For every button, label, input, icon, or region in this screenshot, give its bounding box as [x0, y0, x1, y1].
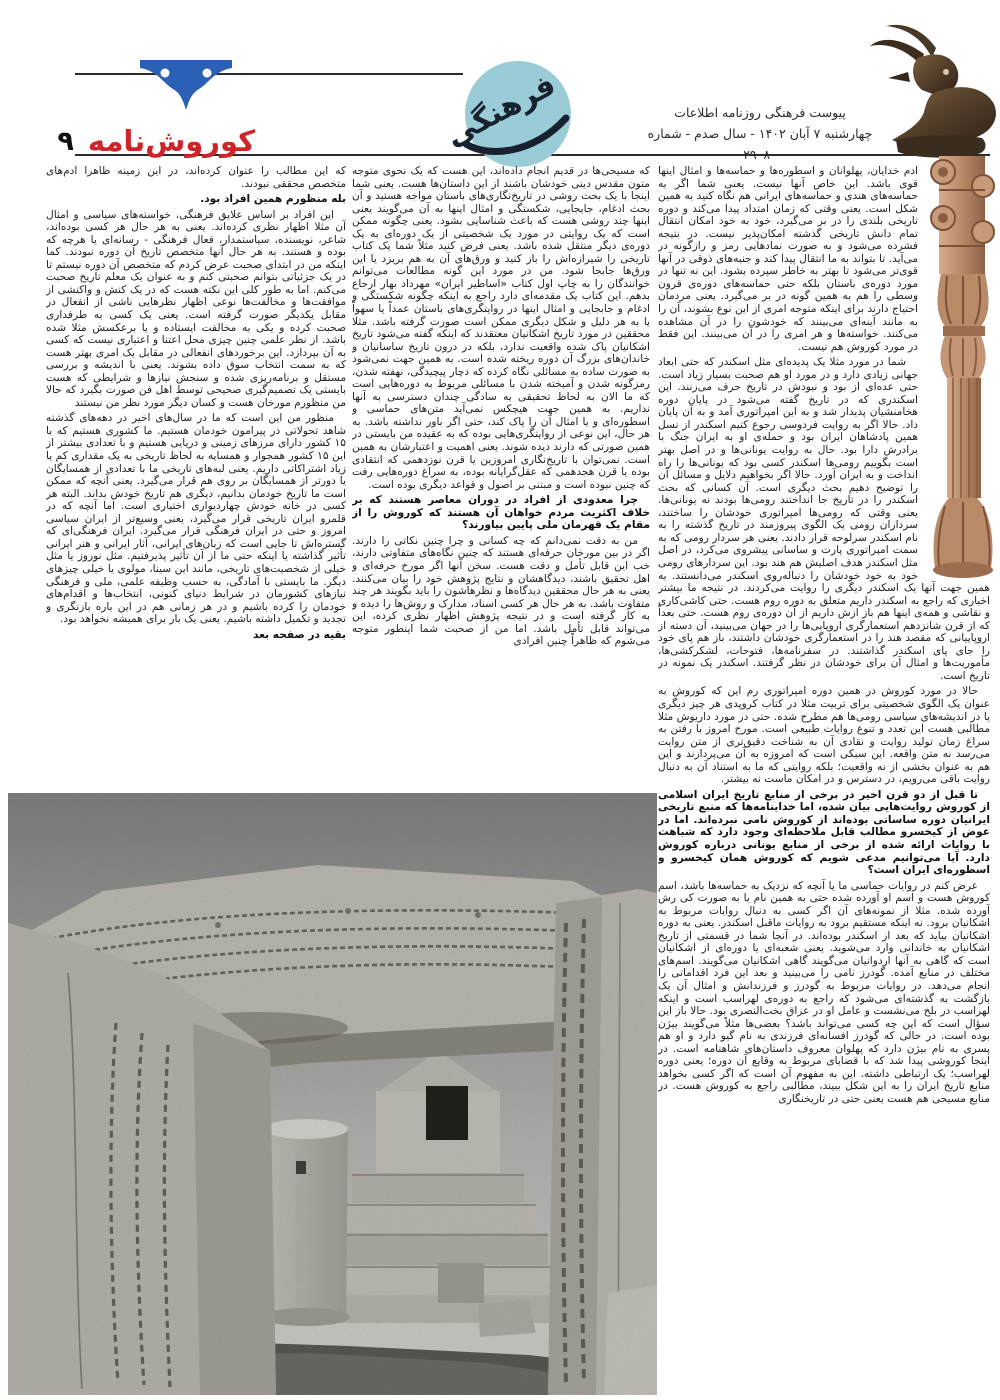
column-artifact-spacer	[918, 165, 990, 581]
article-paragraph: آدم خدایان، پهلوانان و اسطوره‌ها و حماسه‌ها و امثال اینها قوی باشد. این خاص آنها نیست. یعنی شما اگر به حماسه‌های هندی و حماسه‌های ایرانی هم نگاه کنید به همین شکل است. یعنی وقتی که زمان امتداد پیدا می‌کند و دوره تاریخی بلندی را در بر می‌گیرد، خود به خود امکان انتقال تمام دانش تاریخی گذشته امکان‌پذیر نیست. در نتیجه فشرده می‌شود و به صورت نمادهایی رمز و رازگونه در می‌آید. تا بتواند به ما انتقال پیدا کند و جنبه‌های ذوقی در آنها قوی‌تر می‌شود تا بهتر به خاطر سپرده بشود. این نه تنها در مورد دوره‌ی باستان بلکه حتی حماسه‌های دوره‌ی قرون وسطی را هم به همین گونه در بر می‌گیرد. یعنی مردمان احتیاج دارند برای اینکه متوجه امری از این نوع بشوند، آن را به مانند آینه‌ای می‌بینند که خودشون را در آن مشاهده می‌کنند. خواسته‌ها و هر امری را در آن می‌بینند. این فقط در مورد کوروش هم نیست.	[658, 165, 918, 353]
bull-statue-image	[862, 20, 1000, 162]
article-paragraph: که مسیحی‌ها در قدیم انجام داده‌اند، این هست که یک نحوی متوجه متون مقدس دینی خودشان باشند از این داستان‌ها هست. یعنی شما اینجا با یک بحث روشی در تاریخ‌نگاری‌های باستان مواجه هستید و آن بحث ادغام، جابجایی، شکستگی و امثال اینها به آن می‌گویند یعنی اینها چند روشی هست که باعث شناسایی بشود. یعنی چگونه ممکن است که یک روایتی در مورد یک شخصیتی از یک دوره‌ای به یک دوره‌ی دیگر منتقل شده باشد. یعنی فرض کنید مثلاً شما یک کتاب تاریخی را شیرازه‌اش را باز کنید و ورق‌های آن به هم بریزد یا این ورق‌ها جابجا شود. من در مورد این گونه مطالعات می‌توانم خوانندگان را به چاپ اول کتاب «اساطیر ایران» مهرداد بهار ارجاع بدهم. این کتاب یک مقدمه‌ای دارد راجع به اینکه چگونه شکستگی و ادغام و جابجایی و امثال اینها در روایتگری‌های باستان عمداً یا سهواً یا به هر دلیل و شکل دیگری ممکن است صورت گرفته باشد. مثلا محققین در مورد تاریخ اشکانیان معتقدند که اینکه گفته می‌شود تاریخ اشکانیان پاک شده واقعیت ندارد، بلکه در درون تاریخ ساسانیان و خاندان‌های بزرگ آن دوره ریخته شده است. به همین جهت نمی‌شود به صورت ساده به مسائلی نگاه کرده که دچار پیچیدگی، نهفته شدن، رمزگونه شدن و آمیخته شدن با مسائلی مربوط به دوره‌هایی است که ما الان به لحاظ تحقیقی به سادگی چندان دسترسی به آنها نداریم. به همین جهت هیچکس نمی‌آید متن‌های حماسی و اسطوره‌ای و یا امثال آن را پاک کند، حتی اگر باور نداشته باشد. به هر حال، این نوعی از روایتگری‌هایی بوده که به عقیده من بایستی در همین صورتی که دارند دیده شوند. یعنی اهمیت و اعتبارشان به همین است. نمی‌توان با تاریخ‌نگاری امروزین یا قرن نوزدهمی که انتقادی بوده یا قرن هجدهمی که عقل‌گرایانه بوده، به سراغ دوره‌هایی رفت که چنین نبوده است و مبتنی بر اصول و قواعد دیگری بوده است.	[352, 165, 650, 491]
farhangi-logo	[439, 66, 586, 166]
section-header	[57, 100, 255, 158]
section-title: کوروش‌نامه	[87, 124, 255, 158]
article-column-left	[46, 165, 346, 791]
article-paragraph: که این مطالب را عنوان کرده‌اند، در این زمینه ظاهراً آدم‌های متخصص محققی نبودند.	[46, 165, 346, 190]
article-paragraph: منظور من این است که ما در سال‌های اخیر در دهه‌های گذشته شاهد تحولاتی در پیرامون خودمان هستیم. ما کشوری هستیم که با ۱۵ کشور دارای مرزهای زمینی و دریایی هستیم و با تعدادی بیشتر از این ۱۵ کشور همجوار و همسایه به لحاظ تاریخی به یک مقداری کم یا زیاد اشتراکاتی داریم. یعنی لبه‌های تاریخی ما با تعدادی از همسایگان یا دورتر از همسایگان بر روی هم قرار می‌گیرد. یعنی آنچه که ممکن است ما تاریخ خودمان بدانیم، دیگری هم تاریخ خودش بداند. البته هر کسی در خانه خودش چهاردیواری اختیاری است. اما آنچه که در قلمرو ایران تاریخی قرار می‌گیرد، یعنی وسیع‌تر از ایران سیاسی امروز و حتی در ایران فرهنگی قرار می‌گیرد. ایران فرهنگی‌ای که گستره‌اش تا جایی است که زبان‌های ایرانی، آثار ایرانی و هنر ایرانی تأثیر گذاشته یا اینکه حتی ما از آن تأثیر پذیرفتیم. مثل نوروز یا مثل خیلی از شخصیت‌های تاریخی، مانند ابن سینا، مولوی یا خیلی چیزهای دیگر. ما بایستی با آمادگی، به حسب وظیفه علمی، ملی و فرهنگی نیازهای کشورمان در شرایط دنیای کنونی، انتخاب‌ها و اقدام‌های خودمان را کرده باشیم و در هر زمانی هم در این باره بازنگری و تجدید و تکمیل داشته باشیم. یعنی یک بار برای همیشه نخواهد بود.	[46, 412, 346, 626]
article-paragraph: این افراد بر اساس علایق فرهنگی، خواسته‌های سیاسی و امثال آن مثلا اظهار نظری کرده‌اند. یعنی به هر حال هر کسی بوده‌اند، شاعر، نویسنده، سیاستمدار، فعال فرهنگی - رسانه‌ای یا هرچه که بوده و هستند. به هر حال آنها متخصص تاریخ آن دوره نبودند. کما اینکه من در ابتدای صحبت عرض کردم که متخصص آن دوره نیستم تا در یک جزئیاتی بتوانم صحبتی کنم و به عنوان یک معلم تاریخ صحبت می‌کنم. اما به طور کلی این نکته هست که در یک کنش و واکنشی از موافقت‌ها و مخالفت‌ها نوعی اظهار نظرهایی ناشی از انفعال در مقابل یکدیگر صورت گرفته است. یعنی یک کسی به طرفداری صحبت کرده و یکی به مخالفت ایستاده و یا برعکسش مثلا شده باشد. از نظر علمی چنین چیزی محل اعتنا و اعتباری نیست که کسی به آن بپردازد. این برخوردهای انفعالی در مقابل یک امری بهتر هست که به سمت انتخاب سوق داده بشوند. یعنی با اندیشه و بررسی مستقل و برنامه‌ریزی شده و سنجش نیازها و شرایطی که هست بایستی یک تصمیم‌گیری صحیحی توسط اهل فن صورت بگیرد که حالا من منظورم مورخان هست و کسان دیگر مورد نظر من نیستند	[46, 208, 346, 409]
supplement-title: پیوست فرهنگی روزنامه اطلاعات	[674, 105, 846, 120]
interview-question: چرا معدودی از افراد در دوران معاصر هستند که بر خلاف اکثریت مردم خواهان آن هستند که کوروش را از مقام یک قهرمان ملی پایین بیاورند؟	[352, 494, 650, 532]
continuation-note: بقیه در صفحه بعد	[253, 628, 346, 641]
date-line: چهارشنبه ۷ آبان ۱۴۰۲ - سال صدم - شماره ۲۹۰۸۰	[647, 126, 873, 162]
article-paragraph: من به دقت نمی‌دانم که چه کسانی و چرا چنین نکاتی را دارند. اگر در بین مورخان حرفه‌ای هستند که چنین نگاه‌های متفاوتی دارند، خب این قابل تأمل و دقت هست. سخن آنها اگر مورخ حرفه‌ای و اهل تحقیق باشند، دیدگاهشان و نتایج پژوهش خود را بیان می‌کنند. یعنی به هر حال محققین دیدگاه‌ها و نظرهاشون را باید بگویند هر چند متفاوت باشد. به هر حال هر کسی اسناد، مدارک و روش‌ها را دیده و به کار گرفته است و در نتیجه پژوهش اظهار نظری کرده، این می‌تواند قابل تأمل باشد. اما من از صحبت شما اینطور متوجه می‌شوم که ظاهراً چنین افرادی	[352, 534, 650, 648]
article-column-right	[658, 165, 990, 1323]
page-number: ۹	[57, 125, 74, 157]
article-paragraph: حالا در مورد کوروش در همین دوره امپراتوری رم این که کوروش به عنوان یک الگوی شخصیتی برای تربیت مثلا در کتاب کروپدی هر چیز دیگری یا در اندیشه‌های سیاسی رومی‌ها هم مطرح شده. حتی در مورد داریوش مثلا مطالبی هست این تعدد و تنوع روایات طبیعی است. مورخ امروز با رفتن به سراغ زمان تولید روایت و نقادی آن به شناخت دقیق‌تری از متن روایت می‌رسد نه متن واقعه. این سبکی است که امروزه به آن می‌پردازند و این هم به عنوان بخشی از نه واقعیت؛ بلکه روایتی که ما به استناد آن به دنبال روایت باقی می‌رویم، در دسترس و در امکان ماست نه بیشتر.	[658, 685, 990, 786]
logo-text: فرهنگی	[439, 67, 562, 155]
article-paragraph: عرض کنم در روایات حماسی ما یا آنچه که نزدیک به حماسه‌ها باشد، اسم کوروش هست و اسم او آورده شده حتی به همین نام یا به صورت کی رش آورده شده. مثلا از نمونه‌های آن اگر کسی به دنبال روایات مربوط به اشکانیان برود. نه اینکه مستقیم برود به روایات ماقبل اسکندر. یعنی به دوره اشکانیان بیاید که بعد از اسکندر بوده‌اند. در آنجا شما در قسمتی از تاریخ اشکانیان به خاندانی وارد می‌شوید. یعنی شعبه‌ای یا دوره‌ای از اشکانیان است که گاهی به آنها اردوانیان می‌گویند گاهی اشکانیان می‌گویند. اسم‌های مختلف در منابع آمده. گودرز نامی را می‌بینید و بعد این فرد اقداماتی را انجام می‌دهد. در روایات مربوط به گودرز و فرزندانش و امثال آن یک بازگشت به گذشته‌ای می‌شود که راجع به دوره‌ی لهراسب است و اینکه لهراسب در بلخ می‌نشست و عامل او در عراق بخت‌النصری بود. حالا باز این سؤال است که این چه کسی می‌تواند باشد؟ بعضی‌ها مثلاً می‌گویند بیژن بوده است. در حالی که گودرز افسانه‌ای فرزندی به نام گیو دارد و او هم پسری به نام بیژن دارد که پهلوان معروف داستان‌های شاهنامه است. در اینجا کوروشی پیدا شد که با قضایای مربوط به وقایع آن دوره؛ یعنی دوره لهراسب؛ یک ارتباطی داشته. این به مفهوم آن است که اگر کسی بخواهد منابع تاریخ ایران را به این شکل ببیند، مطالبی راجع به کوروش هست. در منابع مسیحی هم هست یعنی حتی در تاریخنگاری	[658, 879, 990, 1105]
pasargadae-photo	[8, 793, 657, 1395]
masthead-top-rule	[75, 73, 463, 75]
article-column-middle	[352, 165, 650, 791]
article-paragraph: شما در مورد مثلا یک پدیده‌ای مثل اسکندر که حتی ابعاد جهانی زیادی دارد و در مورد او هم صحبت بسیار زیاد است. حتی عده‌ای از بود و نبودش در تاریخ حرف می‌زنند. این اسکندری که در تاریخ گفته می‌شود در پایان دوره هخامنشیان پدیدار شد و به این امپراتوری آمد و به آن پایان داد. حالا اگر به روایت فردوسی رجوع کنیم اسکندر از نسل همین پادشاهان ایران بود و حمله‌ی او به ایران جنگ با برادرش دارا بود. حال به روایت یونانی‌ها و در اصل بهتر است بگوییم رومی‌ها اسکندر کسی بود که یونانی‌ها را راه انداخت و به ایران آورد. حالا اگر بخواهیم دلایل و مسائل آن را توضیح دهیم بحث دیگری است. آن کسانی که بحث اسکندر را در تاریخ جا انداختند رومی‌ها بودند نه یونانی‌ها. یعنی وقتی که رومی‌ها امپراتوری خودشان را ساختند، سرداران رومی یک الگوی پیروزمند در تاریخ گذشته را به نام اسکندر سرلوحه قرار دادند. یعنی هر سردار رومی که به سمت امپراتوری پارت و ساسانی پیشروی می‌کرد، در اصل مثل اسکندر هدف اصلیش هم هند بود. این سردارهای رومی خود به خود خودشان را دنباله‌روی اسکندر می‌دانستند. به همین جهت آنها یک اسکندر دیگری را روایت می‌کردند. در نتیجه ما بیشتر اخباری که راجع به اسکندر داریم متعلق به دوره روم هست. حتی کاشی‌کاری و نقاشی و همه‌ی اینها هم باز ازش داریم از آن دوره‌ی روم هست. حتی بعداً که از قرن شانزدهم استعمارگری اروپایی‌ها را در جهان می‌بینید، آن دسته از اروپاییانی که مقصد هند را در استعمارگری خودشان داشتند، باز هم پای خود را جای پای اسکندر گذاشتند. در سفرنامه‌ها، فتوحات، لشکرکشی‌ها، مأموریت‌ها و امثال آن برای خودشان در نظر گرفتند. اسکندر یک نمونه در تاریخ است.	[658, 356, 990, 682]
interview-question: تا قبل از دو قرن اخیر در برخی از منابع تاریخ ایران اسلامی از کوروش روایت‌هایی بیان شده، اما خداینامه‌ها که منبع تاریخی ایرانیان دوره ساسانی بوده‌اند از کوروش نامی نبرده‌اند. اما در عوض از کیخسرو مطالب قابل ملاحظه‌ای وجود دارد که شباهت با روایات ارائه شده از برخی از منابع یونانی درباره کوروش دارد. آیا می‌توانیم مدعی شویم که کوروش همان کیخسرو و اسطوره‌ای ایران است؟	[658, 788, 990, 877]
masthead	[640, 102, 880, 165]
interview-answer-lead: بله منظورم همین افراد بود.	[200, 193, 346, 206]
